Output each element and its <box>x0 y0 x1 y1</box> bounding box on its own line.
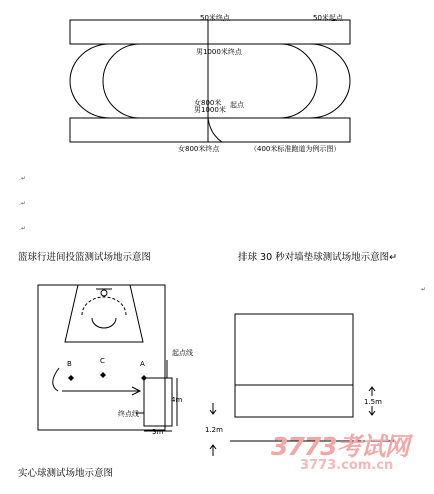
paragraph-mark: .↵ <box>19 225 26 232</box>
solid-ball-heading: 实心球测试场地示意图 <box>18 468 114 479</box>
dim-3m-label: 3m <box>152 428 164 436</box>
point-C-label: C <box>100 357 105 365</box>
label-1000m-male: 男1000米 <box>194 106 226 114</box>
watermark-url: 3773.com.cn <box>300 458 394 473</box>
label-50m-start: 50米起点 <box>313 14 343 22</box>
start-line-label: 起点线 <box>172 349 193 357</box>
basketball-heading: 篮球行进间投篮测试场地示意图 <box>18 252 152 263</box>
track-left-curve <box>70 44 110 118</box>
paragraph-mark: .↵ <box>19 175 26 182</box>
paragraph-mark: .↵ <box>19 200 26 207</box>
return-mark: ↵ <box>421 286 427 293</box>
label-1000m-finish: 男1000米终点 <box>196 48 242 56</box>
track-top-strip <box>70 20 350 44</box>
track-right-curve <box>310 44 350 118</box>
label-50m-finish: 50米终点 <box>200 14 230 22</box>
finish-line-label: 终点线 <box>118 410 139 418</box>
track-note: （400米标准跑道为例示图） <box>250 145 341 153</box>
track-diagram <box>0 0 434 160</box>
point-A-label: A <box>140 360 145 368</box>
wall <box>235 314 353 417</box>
volleyball-heading: 排球 30 秒对墙垫球测试场地示意图↵ <box>238 252 398 263</box>
track-bottom-strip <box>70 118 350 142</box>
dim-1-2m-label: 1.2m <box>205 426 223 434</box>
point-B-label: B <box>67 360 72 368</box>
label-800m-finish: 女800米终点 <box>178 145 220 153</box>
hoop <box>101 290 107 296</box>
label-start: 起点 <box>230 101 244 109</box>
watermark-logo: 3773考试网 <box>271 432 409 461</box>
dim-1-5m-label: 1.5m <box>364 398 382 406</box>
label-800m-female: 女800米 <box>194 99 222 107</box>
start-curve-800m <box>208 118 222 142</box>
dim-4m-label: 4m <box>171 396 183 404</box>
